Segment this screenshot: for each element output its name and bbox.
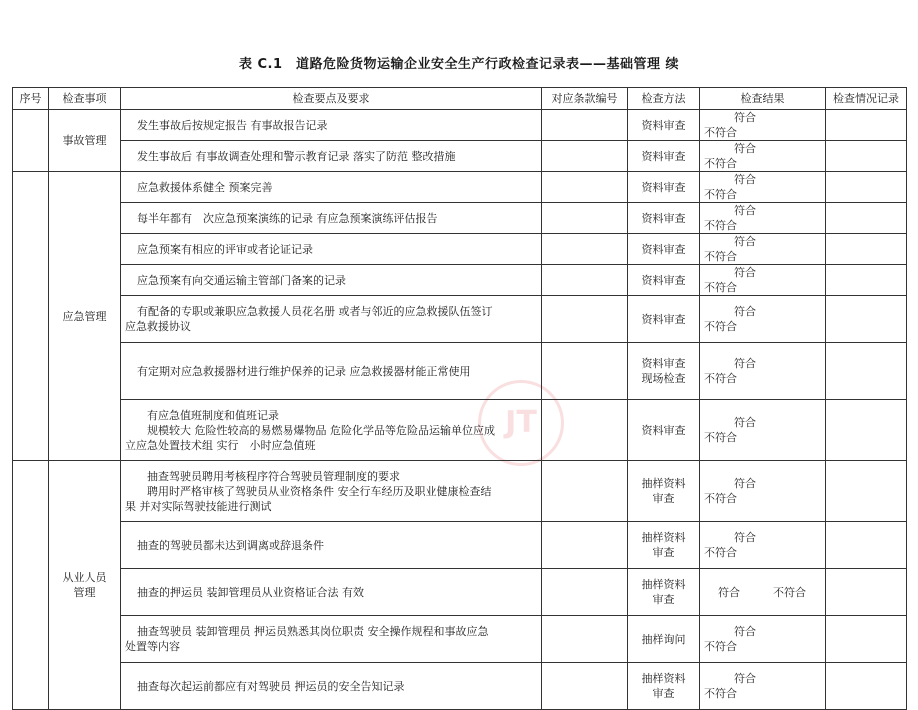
clause-cell[interactable] [542,522,628,569]
method-line: 现场检查 [641,372,686,385]
inspection-table [12,87,907,710]
requirement-line: 每半年都有 次应急预案演练的记录 有应急预案演练评估报告 [137,211,438,225]
fail-option[interactable]: 不符合 [704,320,737,333]
fail-option[interactable]: 不符合 [704,492,737,505]
fail-option[interactable]: 不符合 [704,281,737,294]
result-cell [700,616,826,663]
method-line: 审查 [652,687,675,700]
method-cell [628,203,700,234]
method-cell [628,461,700,522]
requirement-cell [121,400,542,461]
clause-cell[interactable] [542,203,628,234]
item-line: 管理 [73,586,96,599]
method-cell [628,141,700,172]
method-cell [628,400,700,461]
table-row [13,110,907,141]
jt-watermark-logo: JT [478,380,564,466]
item-line: 从业人员 [62,571,107,584]
item-cell [49,461,121,710]
method-line: 资料审查 [641,211,686,225]
method-line: 资料审查 [641,118,686,132]
header-clause: 对应条款编号 [542,88,628,110]
requirement-cell [121,110,542,141]
requirement-cell [121,616,542,663]
requirement-cell [121,569,542,616]
requirement-line: 抽查驾驶员 装卸管理员 押运员熟悉其岗位职责 安全操作规程和事故应急 [137,625,489,638]
requirement-line: 应急救援体系健全 预案完善 [137,180,273,194]
pass-option[interactable]: 符合 [734,266,756,279]
table-row [13,265,907,296]
clause-cell[interactable] [542,265,628,296]
fail-option[interactable]: 不符合 [704,546,737,559]
method-cell [628,265,700,296]
method-line: 审查 [652,546,675,559]
clause-cell[interactable] [542,110,628,141]
header-result: 检查结果 [700,88,826,110]
method-line: 抽样询问 [641,632,686,646]
record-cell[interactable] [826,110,907,141]
method-line: 资料审查 [641,423,686,437]
method-cell [628,296,700,343]
clause-cell[interactable] [542,461,628,522]
pass-option[interactable]: 符合 [734,416,756,429]
record-cell[interactable] [826,663,907,710]
requirement-cell [121,265,542,296]
record-cell[interactable] [826,203,907,234]
fail-option[interactable]: 不符合 [704,431,737,444]
requirement-line: 立应急处置技术组 实行 小时应急值班 [125,438,316,452]
requirement-cell [121,296,542,343]
requirement-line: 处置等内容 [125,640,180,653]
method-line: 资料审查 [641,242,686,256]
method-cell [628,663,700,710]
method-line: 审查 [652,593,675,606]
record-cell[interactable] [826,172,907,203]
requirement-cell [121,461,542,522]
table-row [13,203,907,234]
pass-option[interactable]: 符合 [734,204,756,217]
requirement-cell [121,663,542,710]
result-cell [700,265,826,296]
method-cell [628,343,700,400]
result-cell [700,461,826,522]
header-requirements: 检查要点及要求 [121,88,542,110]
method-cell [628,234,700,265]
fail-option[interactable]: 不符合 [704,250,737,263]
fail-option[interactable]: 不符合 [704,219,737,232]
seq-cell [13,461,49,710]
requirement-cell [121,203,542,234]
requirement-line: 应急预案有向交通运输主管部门备案的记录 [137,273,346,287]
pass-option[interactable]: 符合 [734,235,756,248]
method-line: 资料审查 [641,273,686,287]
requirement-line: 抽查的驾驶员都未达到调离或辞退条件 [137,538,324,552]
requirement-line: 应急救援协议 [125,320,191,333]
pass-option[interactable]: 符合 [734,625,756,638]
requirement-line: 规模较大 危险性较高的易燃易爆物品 危险化学品等危险品运输单位应成 [147,423,495,437]
header-method: 检查方法 [628,88,700,110]
result-cell [700,141,826,172]
fail-option[interactable]: 不符合 [704,126,737,139]
item-cell: 应急管理 [49,172,121,461]
record-cell[interactable] [826,522,907,569]
requirement-line: 发生事故后 有事故调查处理和警示教育记录 落实了防范 整改措施 [137,149,456,163]
table-row [13,400,907,461]
requirement-cell [121,234,542,265]
record-cell[interactable] [826,265,907,296]
fail-option[interactable]: 不符合 [704,640,737,653]
requirement-line: 发生事故后按规定报告 有事故报告记录 [137,118,328,132]
table-row [13,569,907,616]
pass-option[interactable]: 符合 [734,477,756,490]
method-line: 资料审查 [641,312,686,326]
result-cell [700,203,826,234]
table-row [13,343,907,400]
clause-cell[interactable] [542,569,628,616]
table-row [13,663,907,710]
record-cell[interactable] [826,141,907,172]
record-cell[interactable] [826,400,907,461]
table-row [13,461,907,522]
pass-option[interactable]: 符合 [734,111,756,124]
table-row [13,296,907,343]
fail-option[interactable]: 不符合 [704,188,737,201]
fail-option[interactable]: 不符合 [704,372,737,385]
header-seq: 序号 [13,88,49,110]
table-row [13,234,907,265]
result-cell [700,172,826,203]
record-cell[interactable] [826,343,907,400]
header-record: 检查情况记录 [826,88,907,110]
clause-cell[interactable] [542,296,628,343]
clause-cell[interactable] [542,141,628,172]
method-line: 审查 [652,492,675,505]
clause-cell[interactable] [542,663,628,710]
method-cell [628,569,700,616]
clause-cell[interactable] [542,616,628,663]
method-cell [628,172,700,203]
table-row [13,141,907,172]
method-cell [628,110,700,141]
method-line: 资料审查 [641,357,686,370]
record-cell[interactable] [826,616,907,663]
clause-cell[interactable] [542,343,628,400]
pass-option[interactable]: 符合 [734,305,756,318]
requirement-line: 有配备的专职或兼职应急救援人员花名册 或者与邻近的应急救援队伍签订 [137,305,493,318]
clause-cell[interactable] [542,172,628,203]
requirement-line: 有定期对应急救援器材进行维护保养的记录 应急救援器材能正常使用 [137,364,471,378]
result-cell [700,663,826,710]
requirement-line: 抽查驾驶员聘用考核程序符合驾驶员管理制度的要求 [147,469,400,483]
method-line: 抽样资料 [641,672,686,685]
requirement-line: 抽查每次起运前都应有对驾驶员 押运员的安全告知记录 [137,679,405,693]
result-cell [700,110,826,141]
result-cell [700,400,826,461]
requirement-line: 应急预案有相应的评审或者论证记录 [137,242,313,256]
requirement-cell [121,343,542,400]
requirement-line: 有应急值班制度和值班记录 [147,408,279,422]
pass-option[interactable]: 符合 [718,585,740,599]
item-cell: 事故管理 [49,110,121,172]
table-row [13,522,907,569]
record-cell[interactable] [826,461,907,522]
method-cell [628,616,700,663]
table-row [13,616,907,663]
fail-option[interactable]: 不符合 [704,157,737,170]
header-item: 检查事项 [49,88,121,110]
result-cell [700,569,826,616]
method-line: 抽样资料 [641,578,686,591]
result-cell [700,343,826,400]
requirement-line: 聘用时严格审核了驾驶员从业资格条件 安全行车经历及职业健康检查结 [147,484,492,498]
requirement-cell [121,522,542,569]
seq-cell [13,110,49,172]
record-cell[interactable] [826,569,907,616]
fail-option[interactable]: 不符合 [773,585,806,599]
page-title: 表 C.1 道路危险货物运输企业安全生产行政检查记录表——基础管理 续 [238,57,680,72]
result-cell [700,234,826,265]
clause-cell[interactable] [542,400,628,461]
fail-option[interactable]: 不符合 [704,687,737,700]
requirement-line: 果 并对实际驾驶技能进行测试 [125,499,272,513]
method-line: 资料审查 [641,180,686,194]
requirement-cell [121,172,542,203]
record-cell[interactable] [826,296,907,343]
seq-cell [13,172,49,461]
result-cell [700,522,826,569]
pass-option[interactable]: 符合 [734,142,756,155]
pass-option[interactable]: 符合 [734,173,756,186]
pass-option[interactable]: 符合 [734,357,756,370]
record-cell[interactable] [826,234,907,265]
header-row [13,88,907,110]
result-cell [700,296,826,343]
clause-cell[interactable] [542,234,628,265]
pass-option[interactable]: 符合 [734,531,756,544]
requirement-line: 抽查的押运员 装卸管理员从业资格证合法 有效 [137,585,364,599]
method-line: 抽样资料 [641,531,686,544]
method-cell [628,522,700,569]
requirement-cell [121,141,542,172]
pass-option[interactable]: 符合 [734,672,756,685]
table-row [13,172,907,203]
method-line: 资料审查 [641,149,686,163]
method-line: 抽样资料 [641,477,686,490]
